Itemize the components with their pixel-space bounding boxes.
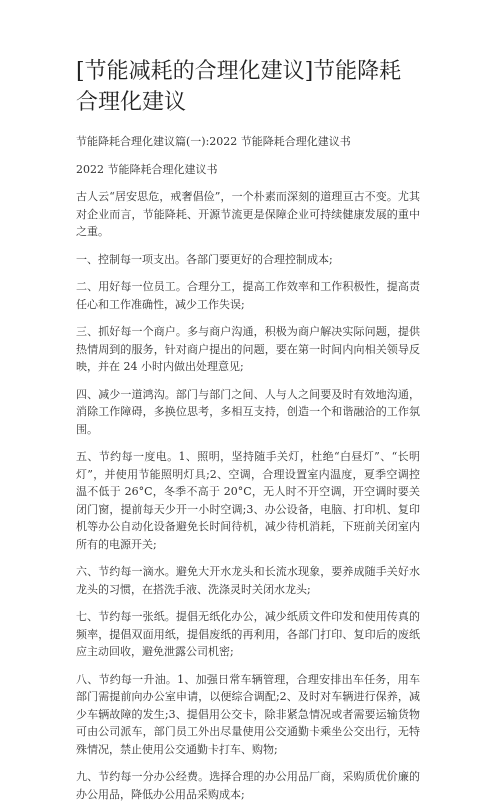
document-subtitle: 节能降耗合理化建议篇(一):2022 节能降耗合理化建议书: [76, 135, 351, 148]
paragraph-1: 一、控制每一项支出。各部门要更好的合理控制成本;: [76, 252, 333, 266]
document-heading: 2022 节能降耗合理化建议书: [76, 163, 218, 176]
paragraph-3: 三、抓好每一个商户。多与商户沟通，积极为商户解决实际问题，提供热情周到的服务，针对商户提出的问题，要在第一时间内向相关领导反映，并在 24 小时内做出处理意见;: [76, 325, 420, 373]
paragraph-6: 六、节约每一滴水。避免大开水龙头和长流水现象，要养成随手关好水龙头的习惯，在搭洗手液、洗涤灵时关闭水龙头;: [76, 565, 420, 596]
paragraph-8: 八、节约每一升油。1、加强日常车辆管理，合理安排出车任务，用车部门需提前向办公室申请，以便综合调配;2、及时对车辆进行保养，减少车辆故障的发生;3、提倡用公交卡，除非紧急情况或者需要运输货物可由公司派车，部门员工外出尽量使用公交通勤卡乘坐公交出行，无特殊情况，禁止使用公交通勤卡打车、购物;: [76, 672, 420, 756]
paragraph-4: 四、减少一道鸿沟。部门与部门之间、人与人之间要及时有效地沟通，消除工作障碍，多换位思考，多相互支持，创造一个和谐融洽的工作氛围。: [76, 387, 420, 436]
document-title: [节能减耗的合理化建议]节能降耗合理化建议: [76, 59, 402, 115]
paragraph-7: 七、节约每一张纸。提倡无纸化办公，减少纸质文件印发和使用传真的频率，提倡双面用纸，提倡废纸的再利用，各部门打印、复印后的废纸应主动回收，避免泄露公司机密;: [76, 610, 420, 658]
paragraph-2: 二、用好每一位员工。合理分工，提高工作效率和工作积极性，提高责任心和工作准确性，减少工作失误;: [76, 280, 420, 311]
paragraph-5: 五、节约每一度电。1、照明，坚持随手关灯，杜绝“白昼灯”、“长明灯”，并使用节能照明灯具;2、空调，合理设置室内温度，夏季空调控温不低于 26°C，冬季不高于 20°C，无人时不开空调，开空调时要关闭门窗，提前每天少开一小时空调;3、办公设备，电脑、打印机、复印机等办公自动化设备避免长时间待机，减少待机消耗，下班前关闭室内所有的电源开关;: [76, 450, 420, 551]
paragraph-9: 九、节约每一分办公经费。选择合理的办公用品厂商，采购质优价廉的办公用品，降低办公用品采购成本;: [76, 770, 420, 801]
intro-paragraph: 古人云“居安思危，戒奢倡俭”，一个朴素而深刻的道理亘古不变。尤其对企业而言，节能降耗、开源节流更是保障企业可持续健康发展的重中之重。: [76, 190, 420, 238]
